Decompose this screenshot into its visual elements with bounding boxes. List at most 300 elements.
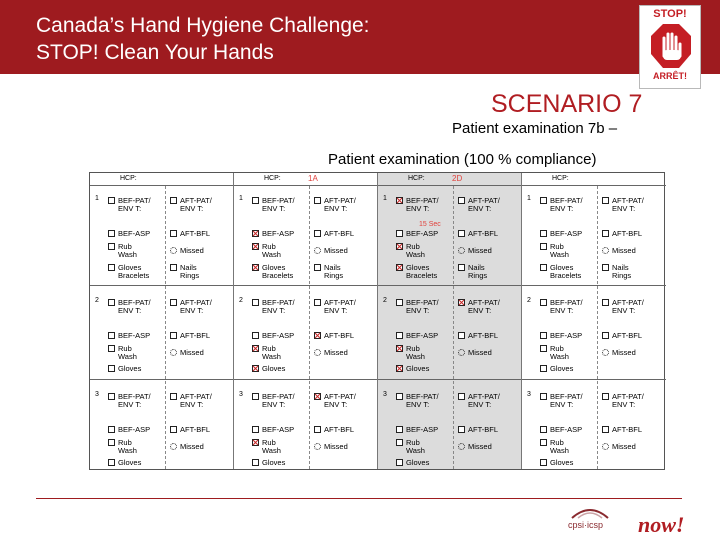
column-split (165, 186, 166, 469)
opportunity-number: 2 (383, 297, 387, 304)
column-header (90, 173, 233, 186)
gloves-label: Gloves (118, 458, 142, 467)
gloves (540, 459, 573, 467)
nails-rings-checkbox[interactable] (458, 264, 465, 271)
aft-bfl-checkbox[interactable] (602, 426, 609, 433)
bef-pat-env (108, 299, 164, 315)
bef-asp (108, 332, 150, 340)
rub-wash-label: Rub Wash (550, 438, 569, 455)
aft-pat-env-checkbox[interactable] (314, 197, 321, 204)
missed-option (170, 349, 204, 357)
rub-wash-label: Rub Wash (118, 344, 137, 361)
bef-asp-label: BEF-ASP (406, 425, 439, 434)
bef-pat-env (540, 393, 596, 409)
footer-divider (36, 498, 682, 499)
bef-pat-env (396, 197, 452, 213)
gloves-label: Gloves (550, 458, 574, 467)
bef-asp-checkbox[interactable] (252, 332, 259, 339)
missed-option (458, 443, 492, 451)
missed-option-icon[interactable] (314, 349, 321, 356)
bef-pat-env-label: BEF-PAT/ ENV T: (550, 298, 583, 315)
missed-option (602, 443, 636, 451)
aft-bfl-label: AFT-BFL (324, 331, 355, 340)
rub-wash-label: Rub Wash (262, 344, 281, 361)
aft-bfl (602, 332, 642, 340)
bef-pat-env (108, 393, 164, 409)
aft-pat-env-checkbox[interactable] (170, 299, 177, 306)
aft-pat-env (602, 393, 658, 409)
rub-wash (108, 243, 142, 259)
gloves (540, 365, 573, 373)
title-line-1: Canada’s Hand Hygiene Challenge: (36, 14, 370, 37)
bef-asp-checkbox[interactable] (396, 230, 403, 237)
bef-pat-env-label: BEF-PAT/ ENV T: (550, 392, 583, 409)
missed-option-icon[interactable] (458, 349, 465, 356)
bef-asp-checkbox[interactable] (540, 332, 547, 339)
gloves-label: Gloves (262, 458, 286, 467)
aft-bfl-checkbox[interactable] (458, 332, 465, 339)
aft-bfl-checkbox[interactable] (170, 332, 177, 339)
rub-wash-checkbox[interactable] (108, 345, 115, 352)
gloves-label: Gloves (262, 364, 286, 373)
bef-pat-env (252, 197, 308, 213)
column-split (453, 186, 454, 469)
bef-asp (108, 230, 150, 238)
missed-option-icon[interactable] (602, 349, 609, 356)
gloves-bracelets-label: Gloves Bracelets (406, 263, 438, 280)
now-wordmark: now! (638, 512, 685, 537)
hcp-label: HCP: (552, 175, 569, 182)
opportunity-divider (522, 379, 666, 380)
bef-pat-env-label: BEF-PAT/ ENV T: (406, 392, 439, 409)
gloves-checkbox[interactable] (252, 365, 259, 372)
gloves-checkbox[interactable] (396, 459, 403, 466)
bef-pat-env-label: BEF-PAT/ ENV T: (262, 196, 295, 213)
missed-option-icon[interactable] (458, 443, 465, 450)
bef-pat-env-checkbox[interactable] (252, 197, 259, 204)
rub-wash-checkbox[interactable] (396, 439, 403, 446)
opportunity-number: 3 (239, 391, 243, 398)
bef-asp (108, 426, 150, 434)
bef-pat-env (396, 299, 452, 315)
rub-wash-label: Rub Wash (118, 438, 137, 455)
bef-asp (396, 426, 438, 434)
gloves-bracelets (108, 264, 154, 280)
gloves-label: Gloves (406, 458, 430, 467)
bef-pat-env (252, 393, 308, 409)
aft-bfl-checkbox[interactable] (170, 230, 177, 237)
gloves-bracelets (540, 264, 586, 280)
rub-wash-checkbox[interactable] (108, 243, 115, 250)
aft-pat-env (458, 299, 514, 315)
bef-pat-env-checkbox[interactable] (396, 299, 403, 306)
gloves-label: Gloves (550, 364, 574, 373)
hcp-code: 1A (308, 174, 318, 183)
gloves-bracelets-checkbox[interactable] (252, 264, 259, 271)
gloves (396, 459, 429, 467)
bef-pat-env (540, 299, 596, 315)
gloves (396, 365, 429, 373)
aft-pat-env (170, 299, 226, 315)
bef-asp-label: BEF-ASP (550, 425, 583, 434)
bef-asp-label: BEF-ASP (406, 331, 439, 340)
aft-bfl (458, 426, 498, 434)
aft-bfl-label: AFT-BFL (468, 331, 499, 340)
observer-column-2 (234, 173, 378, 469)
missed-option-label: Missed (468, 442, 492, 451)
scenario-heading: SCENARIO 7 (491, 90, 643, 118)
bef-asp-checkbox[interactable] (540, 230, 547, 237)
bef-asp-label: BEF-ASP (550, 229, 583, 238)
opportunity-number: 1 (95, 195, 99, 202)
aft-pat-env-checkbox[interactable] (602, 393, 609, 400)
aft-bfl (314, 230, 354, 238)
bef-pat-env (540, 197, 596, 213)
bef-pat-env-checkbox[interactable] (252, 299, 259, 306)
aft-bfl-checkbox[interactable] (458, 230, 465, 237)
rub-wash-label: Rub Wash (118, 242, 137, 259)
rub-wash (540, 345, 574, 361)
rub-wash (396, 243, 430, 259)
missed-option-icon[interactable] (314, 247, 321, 254)
aft-pat-env-label: AFT-PAT/ ENV T: (180, 392, 212, 409)
opportunity-divider (378, 285, 521, 286)
opportunity-divider (378, 379, 521, 380)
bef-pat-env-checkbox[interactable] (108, 197, 115, 204)
stop-clean-hands-logo (639, 5, 701, 89)
nails-rings-checkbox[interactable] (602, 264, 609, 271)
aft-pat-env (458, 393, 514, 409)
aft-bfl-label: AFT-BFL (468, 425, 499, 434)
gloves-bracelets-label: Gloves Bracelets (262, 263, 294, 280)
bef-asp-checkbox[interactable] (252, 230, 259, 237)
aft-bfl-checkbox[interactable] (458, 426, 465, 433)
aft-pat-env (314, 197, 370, 213)
missed-option (458, 349, 492, 357)
nails-rings-checkbox[interactable] (314, 264, 321, 271)
bef-asp-checkbox[interactable] (540, 426, 547, 433)
bef-pat-env-checkbox[interactable] (540, 299, 547, 306)
nails-rings-checkbox[interactable] (170, 264, 177, 271)
rub-wash-checkbox[interactable] (396, 345, 403, 352)
bef-pat-env-label: BEF-PAT/ ENV T: (118, 196, 151, 213)
title-banner (0, 0, 720, 74)
aft-pat-env (458, 197, 514, 213)
timing-note: 15 Sec (419, 221, 441, 228)
rub-wash-checkbox[interactable] (396, 243, 403, 250)
rub-wash (540, 439, 574, 455)
bef-pat-env-label: BEF-PAT/ ENV T: (262, 392, 295, 409)
safer-healthcare-now-logo (634, 504, 690, 536)
nails-rings-label: Nails Rings (468, 263, 488, 280)
observer-column-1 (90, 173, 234, 469)
missed-option (170, 443, 204, 451)
bef-asp-label: BEF-ASP (262, 229, 295, 238)
missed-option-icon[interactable] (458, 247, 465, 254)
aft-bfl (458, 230, 498, 238)
nails-rings (314, 264, 354, 280)
bef-asp-checkbox[interactable] (396, 332, 403, 339)
bef-pat-env-checkbox[interactable] (108, 299, 115, 306)
rub-wash-label: Rub Wash (262, 438, 281, 455)
aft-bfl (458, 332, 498, 340)
aft-pat-env-checkbox[interactable] (170, 393, 177, 400)
bef-asp (396, 230, 438, 238)
rub-wash-label: Rub Wash (550, 344, 569, 361)
missed-option (314, 247, 348, 255)
column-split (309, 186, 310, 469)
aft-pat-env (314, 393, 370, 409)
missed-option-icon[interactable] (170, 443, 177, 450)
missed-option-icon[interactable] (170, 349, 177, 356)
aft-bfl-label: AFT-BFL (324, 229, 355, 238)
aft-bfl (602, 230, 642, 238)
rub-wash-checkbox[interactable] (540, 243, 547, 250)
aft-bfl-label: AFT-BFL (324, 425, 355, 434)
aft-bfl-label: AFT-BFL (180, 331, 211, 340)
aft-pat-env-checkbox[interactable] (170, 197, 177, 204)
bef-pat-env-checkbox[interactable] (108, 393, 115, 400)
aft-bfl (314, 332, 354, 340)
opportunity-number: 2 (95, 297, 99, 304)
opportunity-number: 3 (383, 391, 387, 398)
rub-wash-checkbox[interactable] (252, 439, 259, 446)
bef-pat-env-label: BEF-PAT/ ENV T: (406, 196, 439, 213)
aft-pat-env-label: AFT-PAT/ ENV T: (468, 196, 500, 213)
aft-bfl (602, 426, 642, 434)
missed-option-icon[interactable] (602, 247, 609, 254)
hcp-code: 2D (452, 174, 463, 183)
bef-pat-env-label: BEF-PAT/ ENV T: (118, 298, 151, 315)
aft-bfl-checkbox[interactable] (314, 332, 321, 339)
aft-pat-env (314, 299, 370, 315)
title-line-2: STOP! Clean Your Hands (36, 41, 274, 64)
missed-option-label: Missed (612, 442, 636, 451)
missed-option-label: Missed (324, 442, 348, 451)
gloves-bracelets (396, 264, 442, 280)
slide-title (36, 12, 370, 66)
bef-pat-env-label: BEF-PAT/ ENV T: (262, 298, 295, 315)
gloves-bracelets-checkbox[interactable] (540, 264, 547, 271)
aft-pat-env-checkbox[interactable] (314, 393, 321, 400)
aft-bfl-checkbox[interactable] (602, 332, 609, 339)
bef-pat-env-checkbox[interactable] (540, 197, 547, 204)
bef-asp-label: BEF-ASP (262, 331, 295, 340)
aft-bfl (170, 230, 210, 238)
gloves (252, 459, 285, 467)
missed-option-label: Missed (180, 246, 204, 255)
opportunity-divider (522, 285, 666, 286)
bef-asp-label: BEF-ASP (550, 331, 583, 340)
scenario-subtitle-1: Patient examination 7b – (452, 120, 618, 137)
gloves-bracelets (252, 264, 298, 280)
missed-option (602, 247, 636, 255)
bef-asp-checkbox[interactable] (108, 426, 115, 433)
missed-option-label: Missed (180, 442, 204, 451)
aft-pat-env-checkbox[interactable] (458, 197, 465, 204)
gloves-bracelets-checkbox[interactable] (108, 264, 115, 271)
observer-column-4 (522, 173, 666, 469)
rub-wash-checkbox[interactable] (540, 345, 547, 352)
rub-wash (108, 345, 142, 361)
missed-option-icon[interactable] (314, 443, 321, 450)
logo-stop-text: STOP! (653, 8, 687, 20)
gloves-bracelets-label: Gloves Bracelets (118, 263, 150, 280)
aft-bfl-checkbox[interactable] (170, 426, 177, 433)
bef-asp (540, 332, 582, 340)
bef-asp (396, 332, 438, 340)
aft-bfl (314, 426, 354, 434)
bef-pat-env-checkbox[interactable] (396, 393, 403, 400)
aft-bfl-label: AFT-BFL (468, 229, 499, 238)
gloves-label: Gloves (406, 364, 430, 373)
bef-asp-label: BEF-ASP (118, 331, 151, 340)
bef-asp (252, 332, 294, 340)
aft-pat-env (602, 299, 658, 315)
opportunity-number: 2 (527, 297, 531, 304)
aft-pat-env-label: AFT-PAT/ ENV T: (468, 392, 500, 409)
missed-option (458, 247, 492, 255)
rub-wash (252, 345, 286, 361)
rub-wash (108, 439, 142, 455)
column-header (378, 173, 521, 186)
bef-asp-label: BEF-ASP (262, 425, 295, 434)
hand-hygiene-observation-form (89, 172, 665, 470)
missed-option-label: Missed (612, 246, 636, 255)
missed-option-label: Missed (612, 348, 636, 357)
bef-asp (540, 230, 582, 238)
aft-bfl (170, 332, 210, 340)
missed-option-label: Missed (468, 348, 492, 357)
gloves (108, 365, 141, 373)
opportunity-number: 1 (383, 195, 387, 202)
rub-wash-label: Rub Wash (406, 242, 425, 259)
rub-wash-label: Rub Wash (262, 242, 281, 259)
bef-pat-env-label: BEF-PAT/ ENV T: (406, 298, 439, 315)
bef-pat-env (396, 393, 452, 409)
aft-pat-env-label: AFT-PAT/ ENV T: (468, 298, 500, 315)
column-header (522, 173, 666, 186)
observer-column-3 (378, 173, 522, 469)
nails-rings (602, 264, 642, 280)
aft-bfl-checkbox[interactable] (314, 426, 321, 433)
scenario-subtitle-2: Patient examination (100 % compliance) (328, 151, 597, 168)
nails-rings-label: Nails Rings (180, 263, 200, 280)
opportunity-divider (234, 285, 377, 286)
missed-option-label: Missed (468, 246, 492, 255)
missed-option-icon[interactable] (602, 443, 609, 450)
aft-pat-env-checkbox[interactable] (458, 299, 465, 306)
gloves-bracelets-label: Gloves Bracelets (550, 263, 582, 280)
opportunity-number: 2 (239, 297, 243, 304)
bef-pat-env-checkbox[interactable] (252, 393, 259, 400)
opportunity-number: 1 (527, 195, 531, 202)
missed-option (314, 443, 348, 451)
bef-asp-checkbox[interactable] (108, 332, 115, 339)
rub-wash-checkbox[interactable] (540, 439, 547, 446)
aft-pat-env-label: AFT-PAT/ ENV T: (180, 196, 212, 213)
aft-pat-env-checkbox[interactable] (602, 197, 609, 204)
aft-bfl-label: AFT-BFL (612, 425, 643, 434)
aft-bfl-label: AFT-BFL (180, 229, 211, 238)
rub-wash (396, 345, 430, 361)
logo-arret-text: ARRÊT! (653, 71, 687, 81)
stop-hand-icon (649, 22, 693, 70)
rub-wash-checkbox[interactable] (252, 345, 259, 352)
rub-wash (252, 439, 286, 455)
gloves-checkbox[interactable] (252, 459, 259, 466)
cpsi-mark-icon (568, 504, 612, 520)
rub-wash-label: Rub Wash (406, 438, 425, 455)
hcp-label: HCP: (120, 175, 137, 182)
bef-asp (540, 426, 582, 434)
bef-pat-env-label: BEF-PAT/ ENV T: (118, 392, 151, 409)
missed-option-label: Missed (324, 246, 348, 255)
gloves-checkbox[interactable] (540, 459, 547, 466)
rub-wash-checkbox[interactable] (252, 243, 259, 250)
column-split (597, 186, 598, 469)
gloves-checkbox[interactable] (540, 365, 547, 372)
aft-pat-env-label: AFT-PAT/ ENV T: (324, 298, 356, 315)
gloves-checkbox[interactable] (396, 365, 403, 372)
bef-asp-checkbox[interactable] (252, 426, 259, 433)
missed-option-label: Missed (180, 348, 204, 357)
gloves (252, 365, 285, 373)
gloves-checkbox[interactable] (108, 365, 115, 372)
aft-pat-env-label: AFT-PAT/ ENV T: (180, 298, 212, 315)
opportunity-divider (234, 379, 377, 380)
aft-pat-env (602, 197, 658, 213)
nails-rings-label: Nails Rings (324, 263, 344, 280)
gloves (108, 459, 141, 467)
missed-option-icon[interactable] (170, 247, 177, 254)
aft-pat-env-checkbox[interactable] (602, 299, 609, 306)
opportunity-number: 3 (95, 391, 99, 398)
aft-bfl-checkbox[interactable] (314, 230, 321, 237)
bef-pat-env-label: BEF-PAT/ ENV T: (550, 196, 583, 213)
opportunity-number: 1 (239, 195, 243, 202)
aft-bfl-label: AFT-BFL (612, 229, 643, 238)
bef-pat-env-checkbox[interactable] (540, 393, 547, 400)
aft-bfl-label: AFT-BFL (180, 425, 211, 434)
rub-wash (396, 439, 430, 455)
rub-wash (540, 243, 574, 259)
missed-option (170, 247, 204, 255)
opportunity-number: 3 (527, 391, 531, 398)
aft-bfl-checkbox[interactable] (602, 230, 609, 237)
rub-wash-label: Rub Wash (406, 344, 425, 361)
aft-pat-env-label: AFT-PAT/ ENV T: (612, 298, 644, 315)
missed-option (314, 349, 348, 357)
bef-pat-env (252, 299, 308, 315)
gloves-checkbox[interactable] (108, 459, 115, 466)
bef-asp-checkbox[interactable] (108, 230, 115, 237)
gloves-label: Gloves (118, 364, 142, 373)
rub-wash-label: Rub Wash (550, 242, 569, 259)
bef-asp-checkbox[interactable] (396, 426, 403, 433)
bef-asp (252, 426, 294, 434)
gloves-bracelets-checkbox[interactable] (396, 264, 403, 271)
opportunity-divider (90, 379, 233, 380)
aft-pat-env-checkbox[interactable] (458, 393, 465, 400)
aft-pat-env-checkbox[interactable] (314, 299, 321, 306)
rub-wash-checkbox[interactable] (108, 439, 115, 446)
hcp-label: HCP: (264, 175, 281, 182)
aft-pat-env-label: AFT-PAT/ ENV T: (324, 196, 356, 213)
bef-asp-label: BEF-ASP (406, 229, 439, 238)
bef-pat-env-checkbox[interactable] (396, 197, 403, 204)
aft-bfl-label: AFT-BFL (612, 331, 643, 340)
